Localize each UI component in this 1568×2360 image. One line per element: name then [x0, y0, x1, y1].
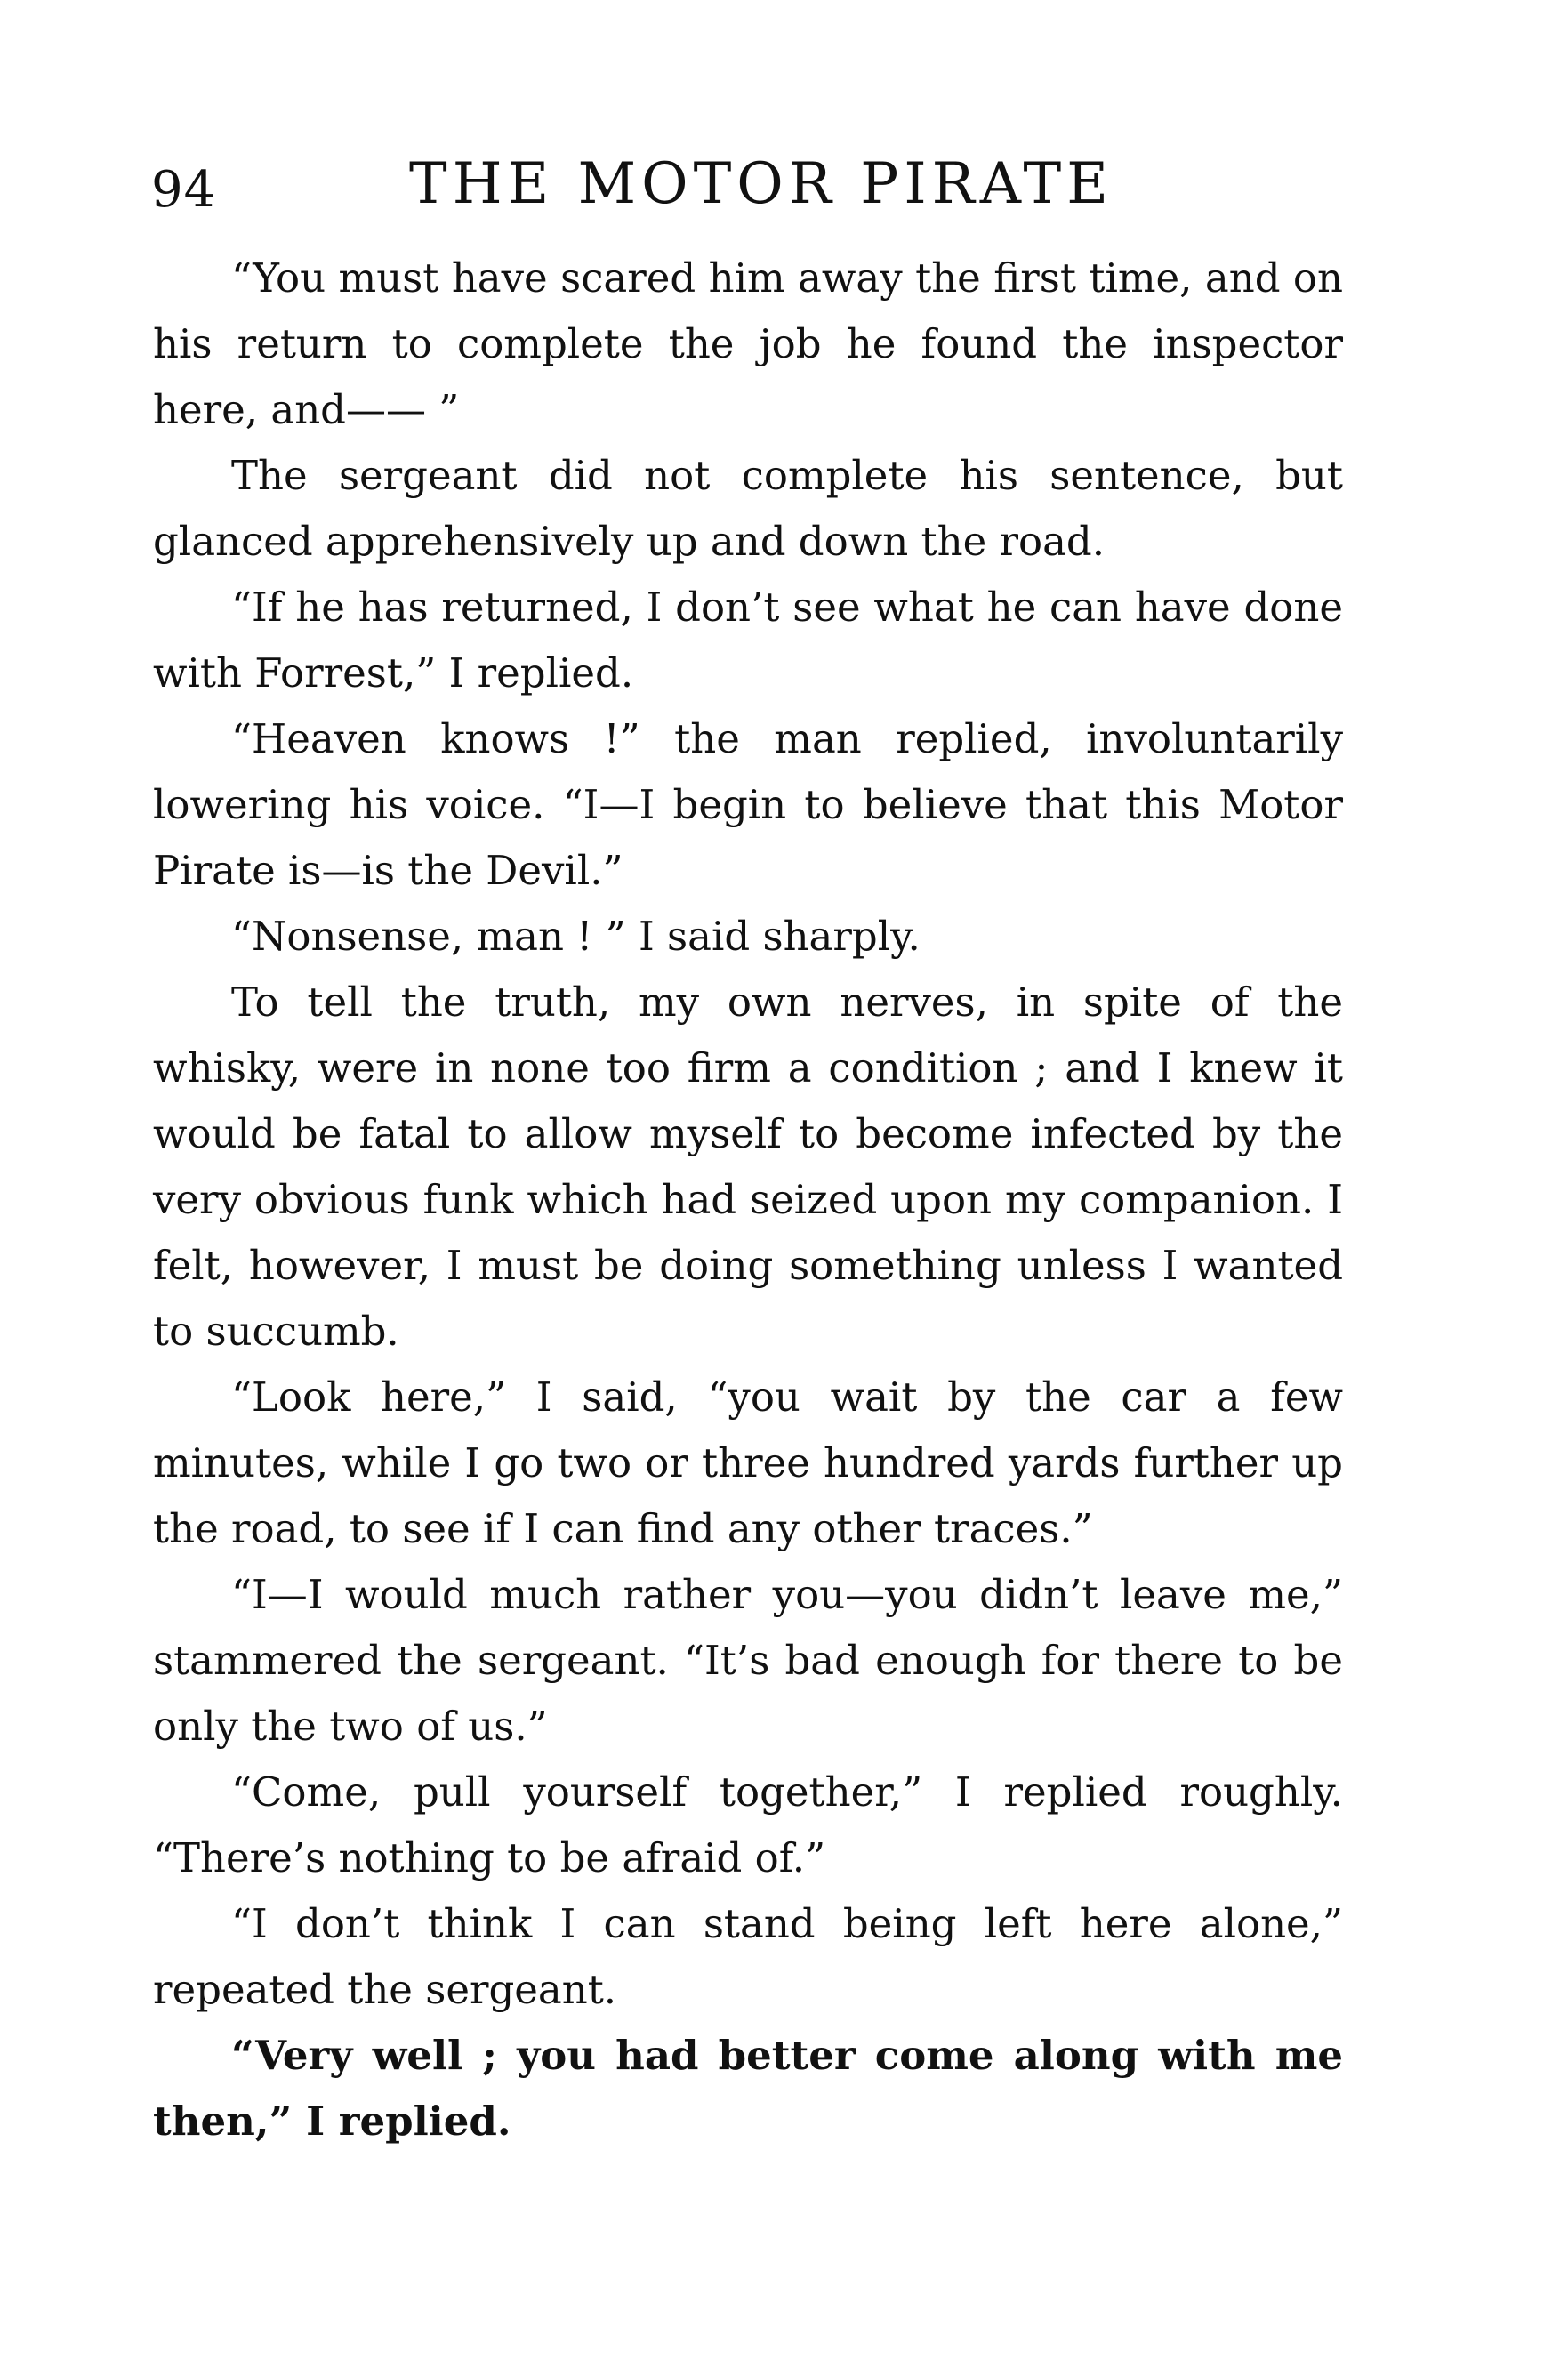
paragraph: To tell the truth, my own nerves, in spite of the whisky, were in none too firm a condition ; and I knew it would be fatal to allow myself to become infected by the very obvious funk which had seized upon my companion. I felt, however, I must be doing something unless I wanted to succumb.	[153, 979, 1343, 1355]
page-header	[151, 142, 1343, 222]
paragraph: “Look here,” I said, “you wait by the car a few minutes, while I go two or three hundred yards further up the road, to see if I can find any other traces.”	[153, 1373, 1343, 1552]
paragraph: “Very well ; you had better come along with me then,” I replied.	[153, 2032, 1343, 2145]
paragraph: “You must have scared him away the first time, and on his return to complete the job he found the inspector here, and—— ”	[153, 254, 1343, 433]
paragraph: “I don’t think I can stand being left here alone,” repeated the sergeant.	[153, 1900, 1343, 2013]
page-number: 94	[151, 161, 217, 219]
paragraph: “I—I would much rather you—you didn’t leave me,” stammered the sergeant. “It’s bad enough for there to be only the two of us.”	[153, 1571, 1343, 1750]
running-title: THE MOTOR PIRATE	[409, 151, 1114, 217]
body-text	[153, 246, 1343, 2155]
paragraph: “If he has returned, I don’t see what he can have done with Forrest,” I replied.	[153, 584, 1343, 697]
paragraph: “Come, pull yourself together,” I replied roughly. “There’s nothing to be afraid of.”	[153, 1768, 1343, 1881]
paragraph: The sergeant did not complete his sentence, but glanced apprehensively up and down the road.	[153, 452, 1343, 565]
paragraph: “Heaven knows !” the man replied, involuntarily lowering his voice. “I—I begin to believe that this Motor Pirate is—is the Devil.”	[153, 715, 1343, 894]
paragraph: “Nonsense, man ! ” I said sharply.	[231, 913, 921, 960]
